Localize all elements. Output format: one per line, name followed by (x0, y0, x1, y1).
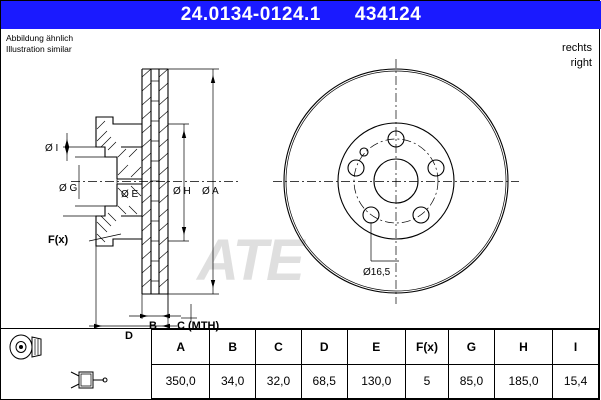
dimension-lines-left (45, 69, 219, 342)
dimension-table-grid (1, 329, 599, 399)
value-B: 34,0 (210, 364, 256, 399)
label-fx: F(x) (48, 234, 69, 246)
value-H: 185,0 (494, 364, 552, 399)
brake-disc-icon (1, 334, 65, 360)
face-view (273, 59, 519, 304)
col-header-B: B (210, 330, 256, 365)
col-header-C: C (256, 330, 302, 365)
header-bar (1, 1, 601, 29)
value-I: 15,4 (553, 364, 599, 399)
col-header-H: H (494, 330, 552, 365)
icon-cell-header (1, 330, 152, 365)
value-C: 32,0 (256, 364, 302, 399)
side-note-en: right (570, 56, 592, 69)
label-d: D (125, 330, 133, 342)
label-b: B (149, 320, 157, 332)
table-value-row (1, 364, 599, 399)
icon-cell-values (1, 364, 152, 399)
label-c-mth: C (MTH) (177, 320, 220, 332)
table-header-row (1, 330, 599, 365)
label-dia-h: Ø H (173, 186, 191, 197)
col-header-I: I (553, 330, 599, 365)
technical-drawing (1, 29, 599, 342)
value-E: 130,0 (347, 364, 405, 399)
caliper-icon (1, 368, 111, 394)
side-note-de: rechts (562, 42, 592, 54)
illustration-note-de: Abbildung ähnlich (6, 33, 74, 43)
dimension-table (1, 328, 599, 399)
col-header-D: D (301, 330, 347, 365)
value-D: 68,5 (301, 364, 347, 399)
value-Fx: 5 (405, 364, 448, 399)
label-dia-e: Ø E (121, 189, 139, 200)
col-header-Fx: F(x) (405, 330, 448, 365)
label-dia-i: Ø I (45, 143, 59, 154)
col-header-G: G (449, 330, 495, 365)
section-hatch-right (159, 69, 168, 287)
value-G: 85,0 (449, 364, 495, 399)
label-dia-g: Ø G (59, 183, 78, 194)
value-A: 350,0 (152, 364, 210, 399)
label-dia-a: Ø A (202, 186, 219, 197)
col-header-A: A (152, 330, 210, 365)
label-bolt-hole: Ø16,5 (363, 267, 391, 278)
vent-ribs (151, 81, 159, 281)
part-number: 24.0134-0124.1 (180, 4, 321, 25)
illustration-note-en: Illustration similar (6, 43, 72, 54)
ate-watermark: ATE (197, 228, 303, 293)
reference-number: 434124 (354, 4, 422, 25)
col-header-E: E (347, 330, 405, 365)
section-hatch-left (142, 69, 151, 287)
